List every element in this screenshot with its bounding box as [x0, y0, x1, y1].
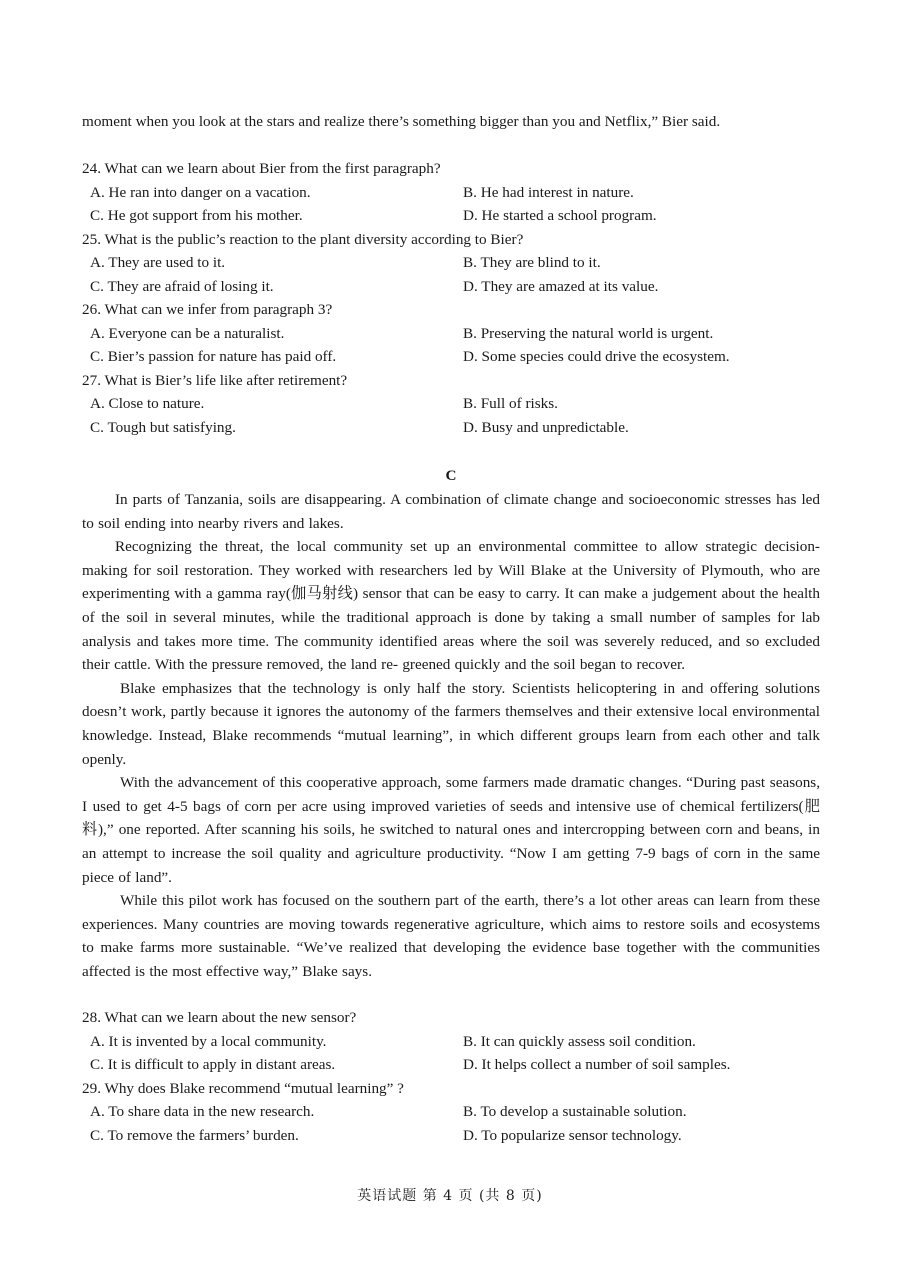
option-c: C. To remove the farmers’ burden.: [90, 1126, 299, 1144]
passage-paragraph-1: In parts of Tanzania, soils are disappearing. A combination of climate change and socioeconomic stresses has led to soil ending into nearby rivers and lakes.: [82, 491, 820, 532]
option-c: C. Tough but satisfying.: [90, 418, 236, 436]
option-a: A. They are used to it.: [90, 254, 226, 271]
option-c: C. They are afraid of losing it.: [90, 277, 274, 295]
question-stem: 28. What can we learn about the new sensor?: [82, 1009, 357, 1026]
option-b: B. It can quickly assess soil condition.: [463, 1032, 696, 1050]
question-stem: 24. What can we learn about Bier from the first paragraph?: [82, 160, 441, 177]
passage-paragraph-5: While this pilot work has focused on the southern part of the earth, there’s a lot other areas can learn from these experiences. Many countries are moving towards regenerative agriculture, which aims to restore soils and ecosystems to make farms more sustainable. “We’ve realized that developing the evidence base together with the communities affected is the most effective way,” Blake says.: [82, 892, 820, 980]
option-a: A. It is invented by a local community.: [90, 1032, 327, 1050]
option-a: A. To share data in the new research.: [90, 1103, 315, 1120]
passage-c: [82, 488, 820, 983]
question-stem: 25. What is the public’s reaction to the plant diversity according to Bier?: [82, 230, 524, 248]
option-b: B. To develop a sustainable solution.: [463, 1103, 687, 1120]
option-b: B. Full of risks.: [463, 395, 558, 412]
option-d: D. Busy and unpredictable.: [463, 418, 629, 436]
question-stem: 29. Why does Blake recommend “mutual learning” ?: [82, 1079, 404, 1097]
page-footer: 英语试题 第 4 页 (共 8 页): [357, 1188, 543, 1204]
section-title: C: [445, 467, 457, 484]
option-d: D. It helps collect a number of soil samples.: [463, 1056, 731, 1073]
option-a: A. Close to nature.: [90, 395, 205, 412]
option-b: B. They are blind to it.: [463, 254, 601, 271]
option-d: D. To popularize sensor technology.: [463, 1126, 682, 1144]
passage-paragraph-3: Blake emphasizes that the technology is only half the story. Scientists helicoptering in and offering solutions doesn’t work, partly because it ignores the autonomy of the farmers themselves and their extensive local environmental knowledge. Instead, Blake recommends “mutual learning”, in which different groups learn from each other and talk openly.: [82, 679, 820, 768]
option-a: A. He ran into danger on a vacation.: [90, 183, 311, 201]
option-d: D. They are amazed at its value.: [463, 277, 659, 295]
option-d: D. Some species could drive the ecosystem.: [463, 348, 730, 365]
option-b: B. He had interest in nature.: [463, 183, 634, 201]
option-c: C. Bier’s passion for nature has paid off.: [90, 348, 337, 365]
option-a: A. Everyone can be a naturalist.: [90, 324, 285, 342]
passage-paragraph-2: Recognizing the threat, the local community set up an environmental committee to allow strategic decision-making for soil restoration. They worked with researchers led by Will Blake at the University of Plymouth, who are experimenting with a gamma ray(伽马射线) sensor that can be easy to carry. It can make a judgement about the health of the soil in several minutes, while the traditional approach is done by taking a small number of samples for lab analysis and takes more time. The community identified areas where the soil was severely reduced, and so excluded their cattle. With the pressure removed, the land re- greened quickly and the soil began to recover.: [82, 538, 820, 674]
carry-over-paragraph-end: moment when you look at the stars and realize there’s something bigger than you and Netflix,” Bier said.: [82, 113, 721, 130]
option-c: C. He got support from his mother.: [90, 207, 303, 224]
option-b: B. Preserving the natural world is urgent.: [463, 324, 714, 342]
question-stem: 27. What is Bier’s life like after retirement?: [82, 371, 348, 389]
passage-paragraph-4: With the advancement of this cooperative approach, some farmers made dramatic changes. “During past seasons, I used to get 4-5 bags of corn per acre using improved varieties of seeds and intensive use of chemical fertilizers(肥料),” one reported. After scanning his soils, he switched to natural ones and intercropping between corn and beans, in an attempt to increase the soil quality and agriculture productivity. “Now I am getting 7-9 bags of corn in the same piece of land”.: [82, 774, 820, 886]
option-c: C. It is difficult to apply in distant areas.: [90, 1056, 336, 1073]
option-d: D. He started a school program.: [463, 207, 657, 224]
question-stem: 26. What can we infer from paragraph 3?: [82, 301, 333, 318]
